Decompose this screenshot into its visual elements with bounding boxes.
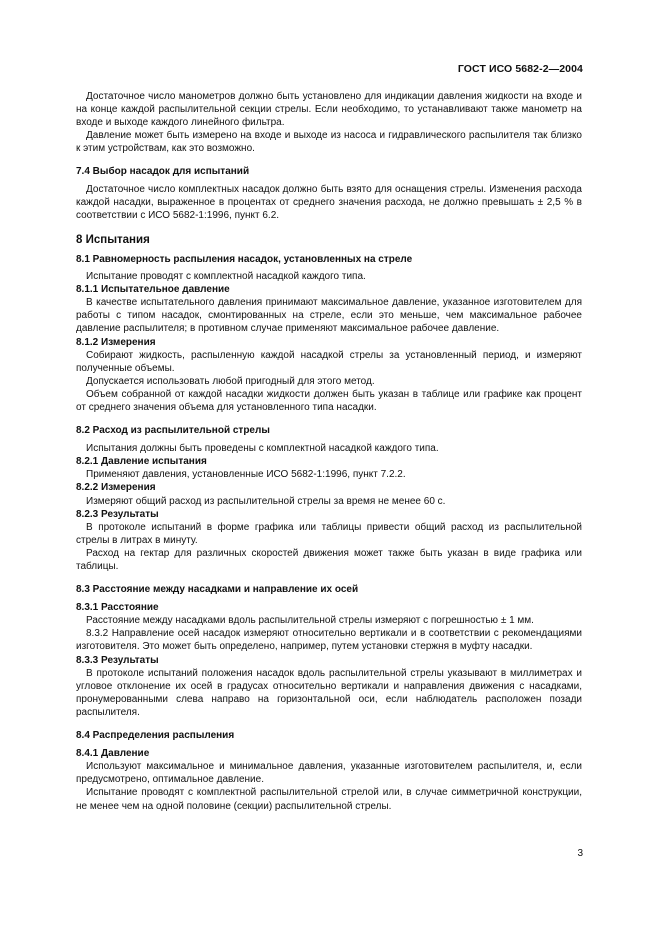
paragraph: Достаточное число манометров должно быть установлено для индикации давления жидкости на входе и на конце каждой распылительной секции стрелы. Если необходимо, то устанавливают также манометр на входе и выходе каждого линейного фильтра.	[76, 91, 582, 129]
section-heading: 8.2 Расход из распылительной стрелы	[76, 425, 270, 437]
subsection-heading: 8.2.1 Давление испытания	[76, 456, 207, 468]
page-number: 3	[577, 848, 583, 859]
section-heading: 8.4 Распределения распыления	[76, 730, 235, 742]
paragraph: 8.3.2 Направление осей насадок измеряют относительно вертикали и в соответствии с рекомендациями изготовителя. Это может быть определено, например, путем установки стержня в муфту насадки.	[76, 628, 582, 653]
paragraph: В качестве испытательного давления принимают максимальное давление, указанное изготовителем для работы с типом насадок, смонтированных на стреле, если это меньше, чем максимальное рабочее давление распылителя; в противном случае применяют максимальное рабочее давление.	[76, 297, 582, 335]
paragraph: Допускается использовать любой пригодный для этого метод.	[86, 375, 375, 387]
paragraph: Испытания должны быть проведены с комплектной насадкой каждого типа.	[86, 443, 439, 455]
subsection-heading: 8.4.1 Давление	[76, 748, 150, 760]
subsection-heading: 8.1.1 Испытательное давление	[76, 284, 230, 296]
paragraph: Измеряют общий расход из распылительной стрелы за время не менее 60 с.	[86, 495, 446, 507]
paragraph: Собирают жидкость, распыленную каждой насадкой стрелы за установленный период, и измеряют полученные объемы.	[76, 349, 582, 374]
paragraph: Объем собранной от каждой насадки жидкости должен быть указан в таблице или графике как процент от среднего значения объема для установленного типа насадки.	[76, 388, 582, 413]
subsection-heading: 8.1.2 Измерения	[76, 336, 156, 348]
paragraph: Давление может быть измерено на входе и выходе из насоса и гидравлического распылителя так близко к этим устройствам, как это возможно.	[76, 130, 582, 155]
chapter-heading: 8 Испытания	[76, 233, 150, 246]
paragraph: Испытание проводят с комплектной распылительной стрелой или, в случае симметричной конструкции, не менее чем на одной половине (секции) распылительной стрелы.	[76, 787, 582, 812]
section-heading: 8.1 Равномерность распыления насадок, установленных на стреле	[76, 253, 413, 265]
document-header: ГОСТ ИСО 5682-2—2004	[457, 63, 583, 75]
paragraph: В протоколе испытаний положения насадок вдоль распылительной стрелы указывают в миллиметрах и угловое отклонение их осей в градусах относительно вертикали и направления движения с насадками, пронумерованными слева направо на горизонтальной оси, если наблюдатель расположен позади распылителя.	[76, 667, 582, 718]
paragraph: Испытание проводят с комплектной насадкой каждого типа.	[86, 271, 366, 283]
paragraph: Достаточное число комплектных насадок должно быть взято для оснащения стрелы. Изменения расхода каждой насадки, выраженное в процентах от среднего значения расхода, не должно превышать ± 2,5 % в соответствии с ИСО 5682-1:1996, пункт 6.2.	[76, 183, 582, 221]
subsection-heading: 8.3.3 Результаты	[76, 654, 159, 666]
paragraph: Используют максимальное и минимальное давления, указанные изготовителем распылителя, и, если предусмотрено, оптимальное давление.	[76, 761, 582, 786]
paragraph: Применяют давления, установленные ИСО 5682-1:1996, пункт 7.2.2.	[86, 469, 406, 481]
subsection-heading: 8.2.2 Измерения	[76, 482, 156, 494]
paragraph: Расстояние между насадками вдоль распылительной стрелы измеряют с погрешностью ± 1 мм.	[86, 615, 534, 627]
paragraph: В протоколе испытаний в форме графика или таблицы привести общий расход из распылительной стрелы в литрах в минуту.	[76, 521, 582, 546]
subsection-heading: 8.3.1 Расстояние	[76, 602, 159, 614]
paragraph: Расход на гектар для различных скоростей движения может также быть указан в виде графика или таблицы.	[76, 547, 582, 572]
subsection-heading: 8.2.3 Результаты	[76, 508, 159, 520]
section-heading: 7.4 Выбор насадок для испытаний	[76, 166, 250, 178]
document-body	[76, 90, 582, 813]
section-heading: 8.3 Расстояние между насадками и направление их осей	[76, 584, 359, 596]
